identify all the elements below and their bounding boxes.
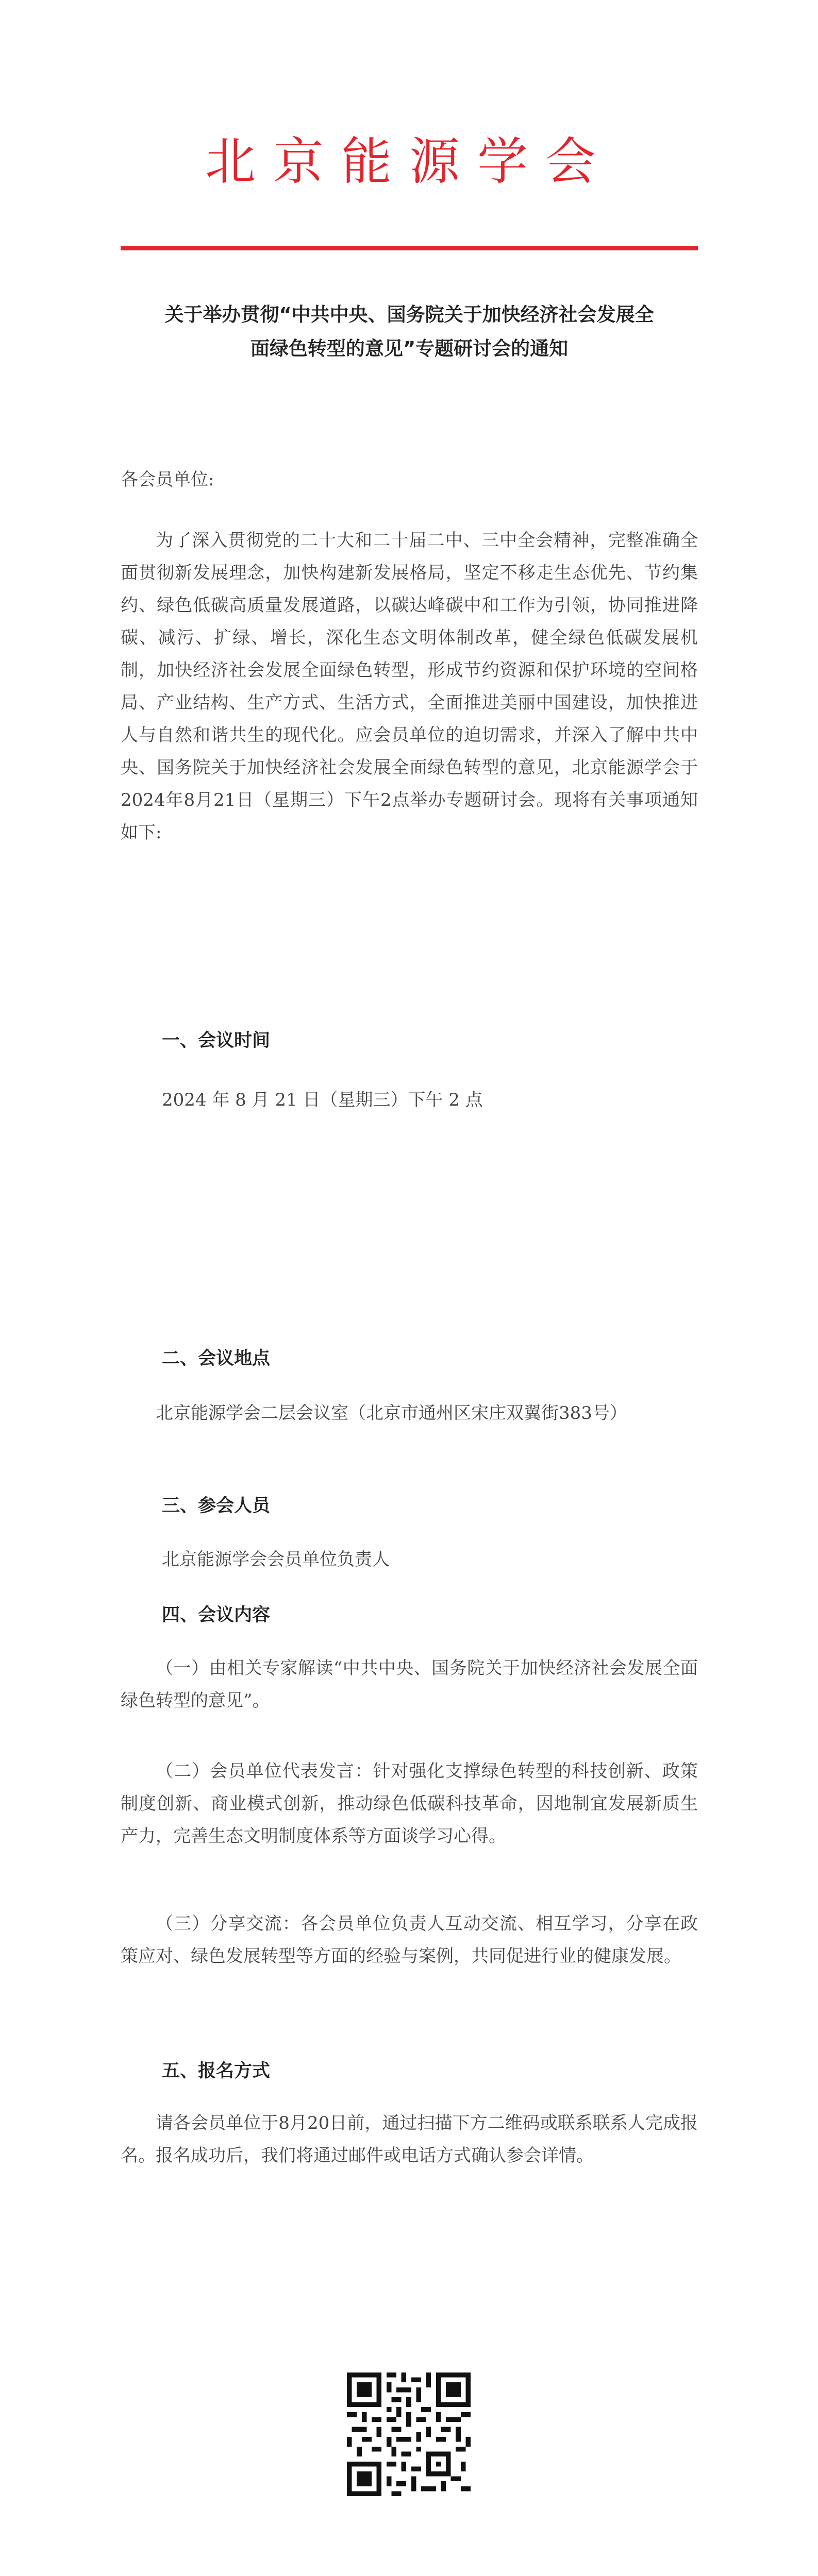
qr-code-icon[interactable] <box>347 2372 471 2496</box>
section-content-item1: （一）由相关专家解读“中共中央、国务院关于加快经济社会发展全面绿色转型的意见”。 <box>121 1658 698 1711</box>
salutation <box>121 464 698 496</box>
document-title <box>121 298 698 366</box>
section-attendees-heading: 三、参会人员 <box>162 1496 271 1516</box>
contact-line <box>164 2573 392 2576</box>
section-place-text: 北京能源学会二层会议室（北京市通州区宋庄双翼街383号） <box>156 1403 627 1423</box>
intro-paragraph: 为了深入贯彻党的二十大和二十届二中、三中全会精神，完整准确全面贯彻新发展理念，加快构建新发展格局，坚定不移走生态优先、节约集约、绿色低碳高质量发展道路，以碳达峰碳中和工作为引领，协同推进降碳、减污、扩绿、增长，深化生态文明体制改革，健全绿色低碳发展机制，加快经济社会发展全面绿色转型，形成节约资源和保护环境的空间格局、产业结构、生产方式、生活方式，全面推进美丽中国建设，加快推进人与自然和谐共生的现代化。应会员单位的迫切需求，并深入了解中共中央、国务院关于加快经济社会发展全面绿色转型的意见，北京能源学会于2024年8月21日（星期三）下午2点举办专题研讨会。现将有关事项通知如下: <box>121 530 698 843</box>
salutation-text: 各会员单位: <box>121 469 214 490</box>
document-title-line2: 面绿色转型的意见”专题研讨会的通知 <box>250 337 569 360</box>
section-place-heading: 二、会议地点 <box>162 1348 271 1369</box>
section-content-item3: （三）分享交流：各会员单位负责人互动交流、相互学习，分享在政策应对、绿色发展转型等方面的经验与案例，共同促进行业的健康发展。 <box>121 1913 698 1967</box>
section-content-heading: 四、会议内容 <box>162 1605 271 1625</box>
section-content-item2: （二）会员单位代表发言：针对强化支撑绿色转型的科技创新、政策制度创新、商业模式创新，推动绿色低碳科技革命，因地制宜发展新质生产力，完善生态文明制度体系等方面谈学习心得。 <box>121 1761 698 1846</box>
section-signup-text: 请各会员单位于8月20日前，通过扫描下方二维码或联系联系人完成报名。报名成功后，我们将通过邮件或电话方式确认参会详情。 <box>121 2113 698 2166</box>
section-signup-heading: 五、报名方式 <box>162 2061 271 2081</box>
org-name-title: 北京能源学会 <box>205 132 613 191</box>
section-time-text: 2024 年 8 月 21 日（星期三）下午 2 点 <box>162 1090 483 1110</box>
section-attendees-text: 北京能源学会会员单位负责人 <box>162 1549 390 1570</box>
section-time-heading: 一、会议时间 <box>162 1030 271 1051</box>
red-divider <box>121 246 698 250</box>
document-title-line1: 关于举办贯彻“中共中央、国务院关于加快经济社会发展全 <box>164 303 654 326</box>
